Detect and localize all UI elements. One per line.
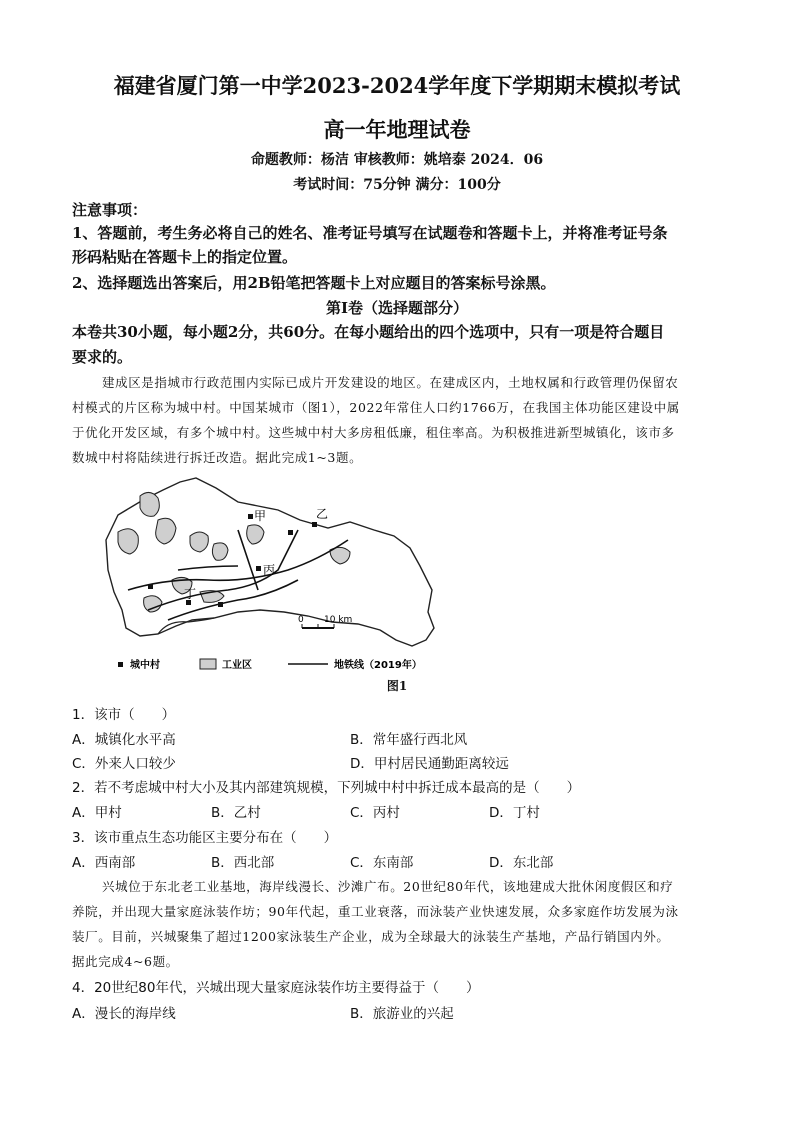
legend-village: 城中村 <box>130 660 160 671</box>
village-marker <box>288 530 293 535</box>
passage-2-line-3: 装厂。目前，兴城聚集了超过1200家泳装生产企业，成为全球最大的泳装生产基地，产品行销国内外。 <box>72 929 670 944</box>
legend-metro: 地铁线（2019年） <box>334 660 422 671</box>
question-3-option-a: A．西南部 <box>72 855 136 871</box>
passage-1-line-1: 建成区是指城市行政范围内实际已成片开发建设的地区。在建成区内，土地权属和行政管理仍保留农 <box>102 375 679 390</box>
passage-2-line-1: 兴城位于东北老工业基地，海岸线漫长、沙滩广布。20世纪80年代，该地建成大批休闲度假区和疗 <box>102 879 674 894</box>
question-2-option-a: A．甲村 <box>72 805 122 821</box>
question-4-stem: 4．20世纪80年代，兴城出现大量家庭泳装作坊主要得益于（ ） <box>72 980 480 996</box>
question-4-option-a: A．漫长的海岸线 <box>72 1006 176 1022</box>
passage-1-line-3: 于优化开发区域，有多个城中村。这些城中村大多房租低廉，租住率高。为积极推进新型城镇化，该市多 <box>72 425 675 440</box>
section-intro-cont: 要求的。 <box>72 348 133 366</box>
village-label-ding: 丁 <box>184 587 197 601</box>
question-1-option-c: C．外来人口较少 <box>72 756 176 772</box>
scale-zero: 0 <box>298 615 304 625</box>
village-marker <box>312 522 317 527</box>
figure-1-map <box>88 470 448 690</box>
question-3-option-d: D．东北部 <box>489 855 554 871</box>
notice-item-1: 1、答题前，考生务必将自己的姓名、准考证号填写在试题卷和答题卡上，并将准考证号条 <box>72 224 668 242</box>
passage-2-line-4: 据此完成4~6题。 <box>72 954 179 969</box>
village-marker <box>218 602 223 607</box>
exam-title: 福建省厦门第一中学2023-2024学年度下学期期末模拟考试 <box>113 73 681 98</box>
exam-authors: 命题教师：杨洁 审核教师：姚培泰 2024．06 <box>250 152 544 168</box>
village-label-bing: 丙 <box>263 563 276 577</box>
question-3-option-b: B．西北部 <box>211 855 275 871</box>
question-3-option-c: C．东南部 <box>350 855 414 871</box>
passage-1-line-4: 数城中村将陆续进行拆迁改造。据此完成1~3题。 <box>72 450 363 465</box>
notice-heading: 注意事项： <box>72 201 148 219</box>
scale-bar <box>298 615 352 628</box>
question-1-option-d: D．甲村居民通勤距离较远 <box>350 756 509 772</box>
village-label-jia: 甲 <box>254 509 267 523</box>
section-heading: 第Ⅰ卷（选择题部分） <box>325 299 469 317</box>
passage-2-line-2: 养院，并出现大量家庭泳装作坊；90年代起，重工业衰落，而泳装产业快速发展，众多家庭作坊发展为泳 <box>72 904 679 919</box>
question-4-option-b: B．旅游业的兴起 <box>350 1006 454 1022</box>
village-label-yi: 乙 <box>316 507 329 521</box>
scale-label: 10 km <box>324 615 353 625</box>
exam-subtitle: 高一年地理试卷 <box>323 117 471 142</box>
passage-1-line-2: 村模式的片区称为城中村。中国某城市（图1），2022年常住人口约1766万，在我国主体功能区建设中属 <box>72 400 680 415</box>
section-intro: 本卷共30小题，每小题2分，共60分。在每小题给出的四个选项中，只有一项是符合题目 <box>72 323 665 341</box>
village-marker <box>148 584 153 589</box>
question-3-stem: 3．该市重点生态功能区主要分布在（ ） <box>72 830 338 846</box>
map-legend <box>118 658 422 671</box>
notice-item-2: 2、选择题选出答案后，用2B铅笔把答题卡上对应题目的答案标号涂黑。 <box>72 274 556 292</box>
question-2-stem: 2．若不考虑城中村大小及其内部建筑规模，下列城中村中拆迁成本最高的是（ ） <box>72 780 581 796</box>
question-2-option-b: B．乙村 <box>211 805 261 821</box>
legend-industry: 工业区 <box>222 660 252 671</box>
exam-info: 考试时间：75分钟 满分：100分 <box>293 177 501 193</box>
question-1-option-a: A．城镇化水平高 <box>72 732 176 748</box>
question-1-stem: 1．该市（ ） <box>72 707 176 723</box>
village-marker <box>256 566 261 571</box>
question-1-option-b: B．常年盛行西北风 <box>350 732 468 748</box>
village-marker <box>248 514 253 519</box>
question-2-option-c: C．丙村 <box>350 805 400 821</box>
figure-1-caption: 图1 <box>386 679 408 693</box>
question-2-option-d: D．丁村 <box>489 805 540 821</box>
notice-item-1-cont: 形码粘贴在答题卡上的指定位置。 <box>72 248 298 266</box>
